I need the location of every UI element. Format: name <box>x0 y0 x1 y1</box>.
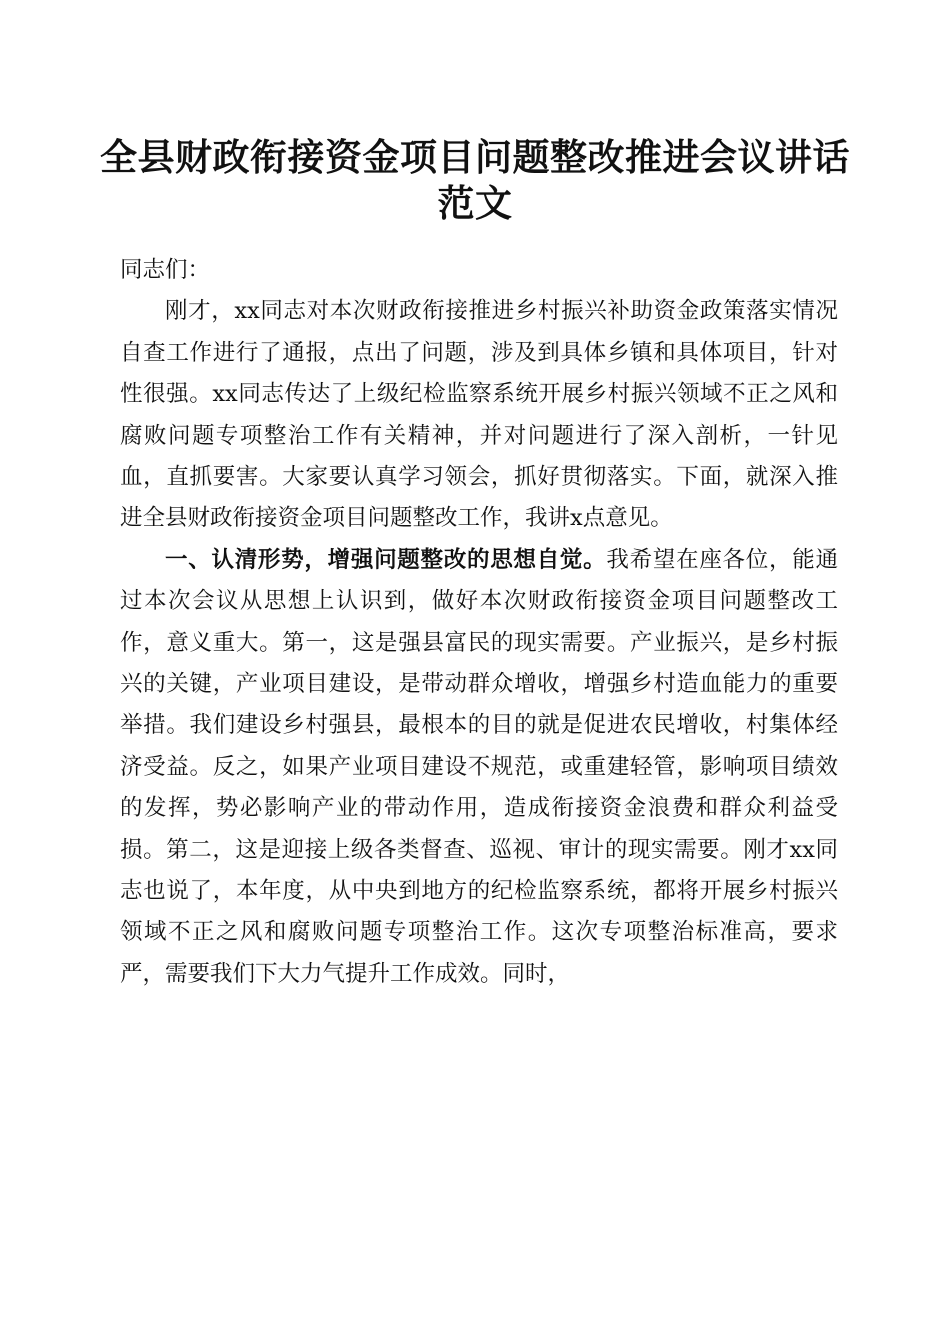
document-title <box>100 134 850 226</box>
paragraph-section-1 <box>120 540 838 995</box>
section-1-body: 我希望在座各位，能通过本次会议从思想上认识到，做好本次财政衔接资金项目问题整改工作，意义重大。第一，这是强县富民的现实需要。产业振兴，是乡村振兴的关键，产业项目建设，是带动群众增收，增强乡村造血能力的重要举措。我们建设乡村强县，最根本的目的就是促进农民增收，村集体经济受益。反之，如果产业项目建设不规范，或重建轻管，影响项目绩效的发挥，势必影响产业的带动作用，造成衔接资金浪费和群众利益受损。第二，这是迎接上级各类督查、巡视、审计的现实需要。刚才xx同志也说了，本年度，从中央到地方的纪检监察系统，都将开展乡村振兴领域不正之风和腐败问题专项整治工作。这次专项整治标准高，要求严，需要我们下大力气提升工作成效。同时， <box>120 546 838 987</box>
salutation: 同志们： <box>120 257 211 283</box>
title-line-1: 全县财政衔接资金项目问题整改推进会议讲话 <box>100 135 850 179</box>
paragraph-intro: 刚才，xx同志对本次财政衔接推进乡村振兴补助资金政策落实情况自查工作进行了通报，点出了问题，涉及到具体乡镇和具体项目，针对性很强。xx同志传达了上级纪检监察系统开展乡村振兴领域不正之风和腐败问题专项整治工作有关精神，并对问题进行了深入剖析，一针见血，直抓要害。大家要认真学习领会，抓好贯彻落实。下面，就深入推进全县财政衔接资金项目问题整改工作，我讲x点意见。 <box>120 298 838 532</box>
document-body <box>120 250 838 995</box>
title-line-2: 范文 <box>437 181 513 225</box>
section-1-heading: 一、认清形势，增强问题整改的思想自觉。 <box>165 546 607 573</box>
